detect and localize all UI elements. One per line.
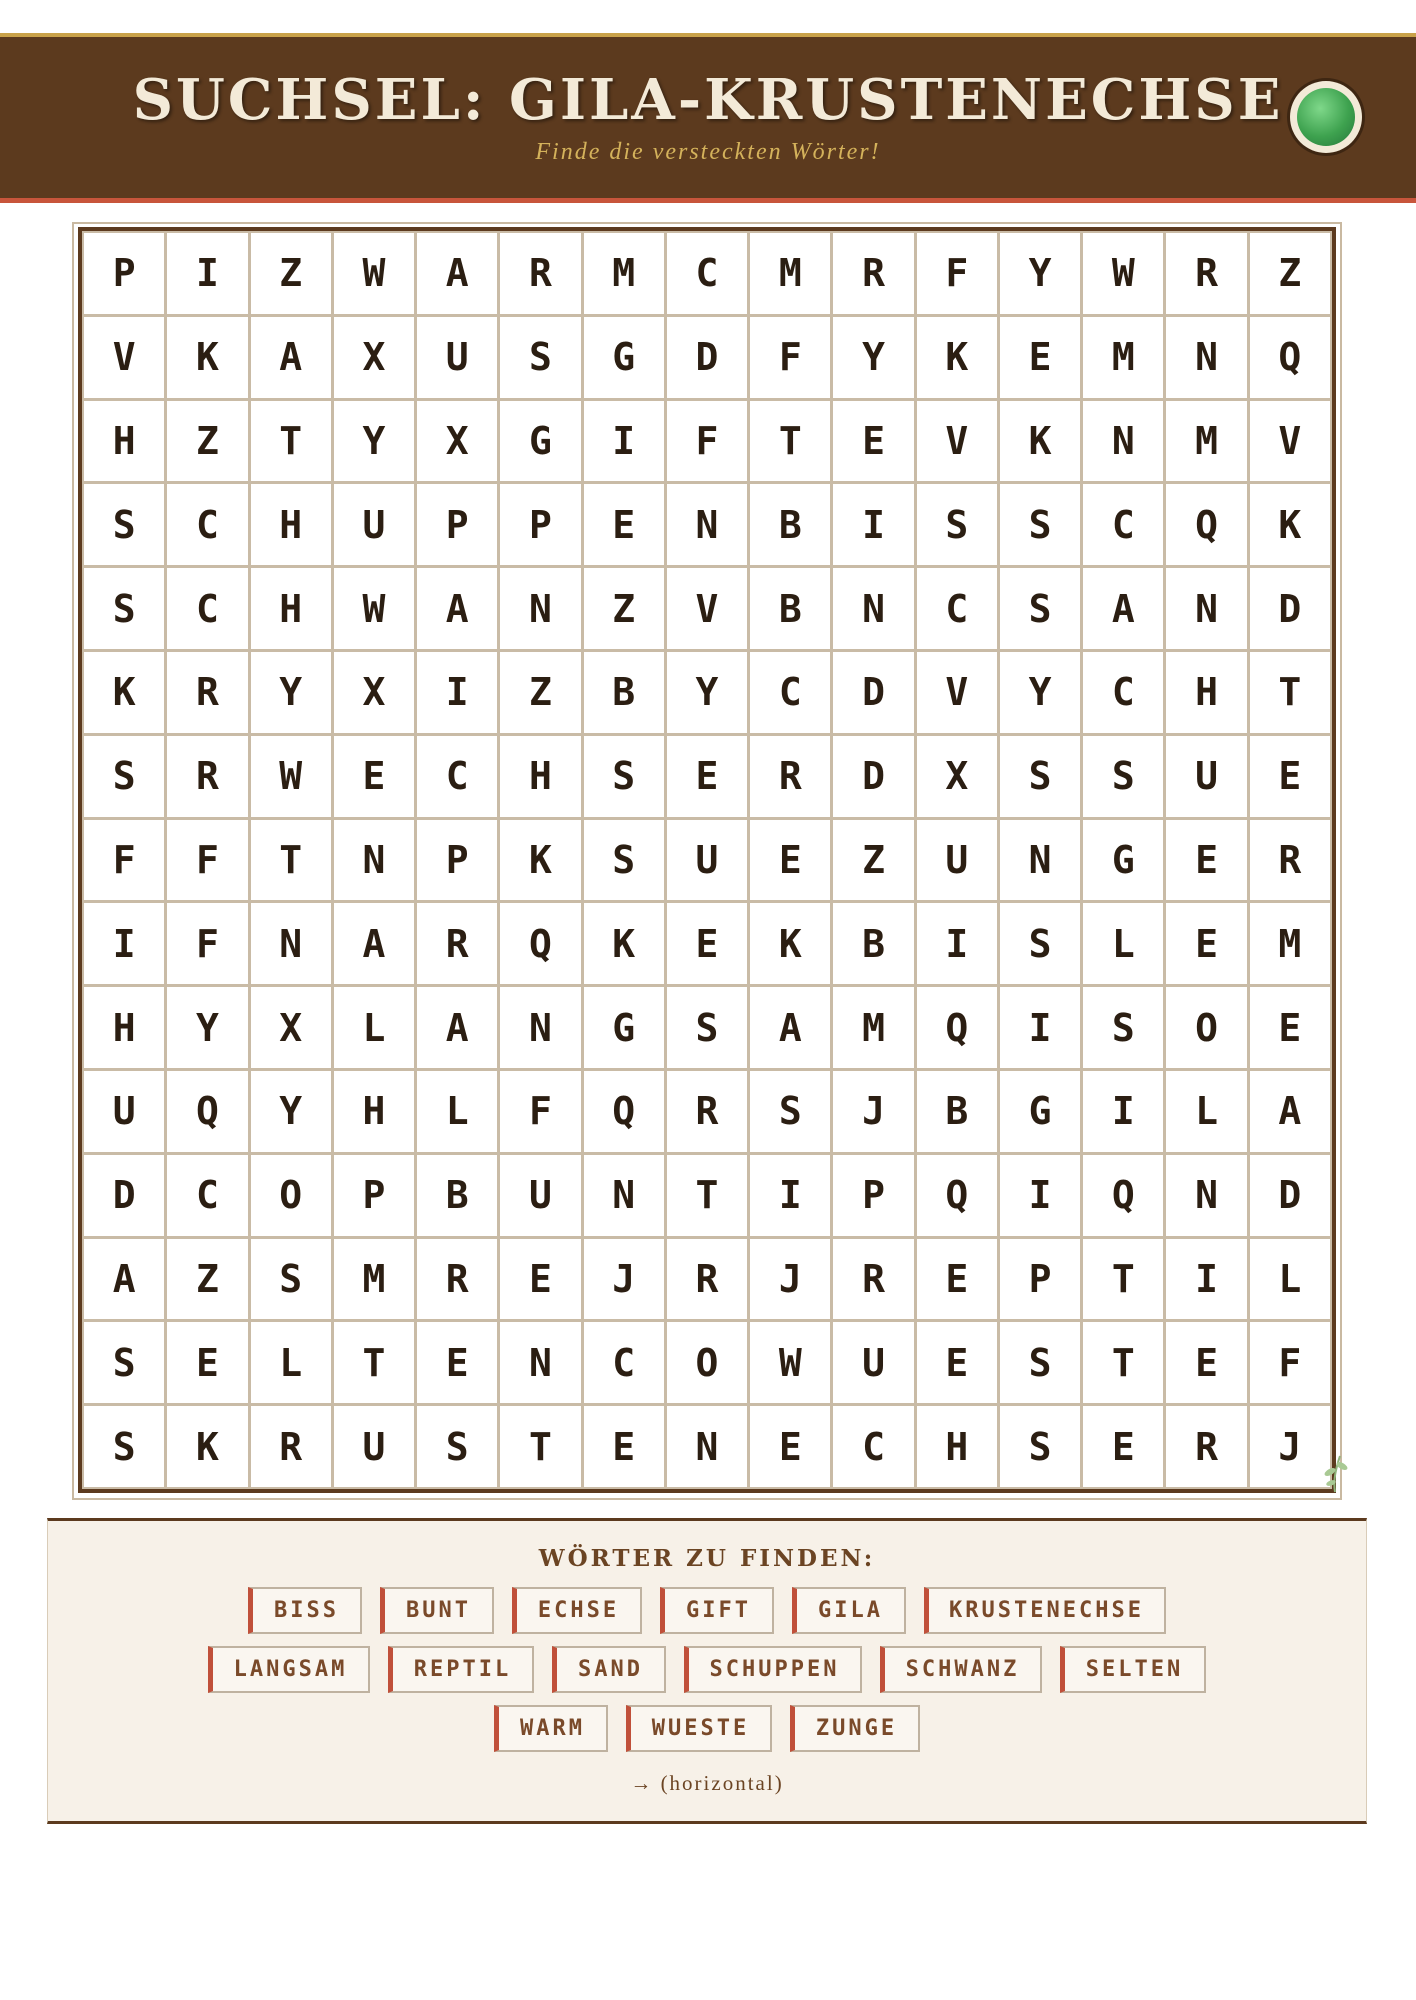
grid-cell[interactable]: K [84,652,164,733]
grid-cell[interactable]: I [167,233,247,314]
grid-cell[interactable]: E [334,736,414,817]
grid-cell[interactable]: O [251,1155,331,1236]
grid-cell[interactable]: Y [833,317,913,398]
grid-cell[interactable]: E [1166,903,1246,984]
grid-cell[interactable]: E [750,820,830,901]
grid-cell[interactable]: S [84,736,164,817]
grid-cell[interactable]: X [917,736,997,817]
grid-cell[interactable]: M [750,233,830,314]
grid-cell[interactable]: S [584,820,664,901]
grid-cell[interactable]: Y [167,987,247,1068]
grid-cell[interactable]: D [1250,568,1330,649]
grid-cell[interactable]: S [917,484,997,565]
grid-cell[interactable]: E [1166,820,1246,901]
grid-cell[interactable]: G [1083,820,1163,901]
grid-cell[interactable]: D [833,652,913,733]
grid-cell[interactable]: L [1166,1071,1246,1152]
grid-cell[interactable]: P [84,233,164,314]
grid-cell[interactable]: M [334,1239,414,1320]
grid-cell[interactable]: V [667,568,747,649]
grid-cell[interactable]: P [500,484,580,565]
grid-cell[interactable]: T [251,401,331,482]
grid-cell[interactable]: Q [1083,1155,1163,1236]
grid-cell[interactable]: M [1250,903,1330,984]
grid-cell[interactable]: E [500,1239,580,1320]
grid-cell[interactable]: L [251,1322,331,1403]
grid-cell[interactable]: Y [251,1071,331,1152]
grid-cell[interactable]: A [750,987,830,1068]
grid-cell[interactable]: Z [584,568,664,649]
grid-cell[interactable]: G [500,401,580,482]
grid-cell[interactable]: I [584,401,664,482]
grid-cell[interactable]: Y [1000,652,1080,733]
grid-cell[interactable]: U [500,1155,580,1236]
grid-cell[interactable]: H [500,736,580,817]
grid-cell[interactable]: S [1000,484,1080,565]
grid-cell[interactable]: R [1166,1406,1246,1487]
grid-cell[interactable]: N [334,820,414,901]
page-title: SUCHSEL: GILA-KRUSTENECHSE [132,67,1284,133]
word-chip: BISS [248,1587,362,1634]
grid-cell[interactable]: W [334,568,414,649]
grid-cell[interactable]: F [167,820,247,901]
grid-cell[interactable]: E [584,1406,664,1487]
grid-cell[interactable]: K [917,317,997,398]
grid-cell[interactable]: R [833,1239,913,1320]
grid-cell[interactable]: R [167,736,247,817]
grid-border [78,227,1336,1493]
grid-cell[interactable]: F [667,401,747,482]
grid-cell[interactable]: Q [167,1071,247,1152]
grid-cell[interactable]: I [1166,1239,1246,1320]
grid-cell[interactable]: N [667,1406,747,1487]
leaf-sprig-icon [1318,1450,1352,1494]
grid-cell[interactable]: N [667,484,747,565]
grid-cell[interactable]: Y [334,401,414,482]
grid-cell[interactable]: Q [584,1071,664,1152]
grid-cell[interactable]: W [251,736,331,817]
grid-cell[interactable]: N [1000,820,1080,901]
word-list-row [48,1705,1366,1752]
grid-cell[interactable]: X [334,652,414,733]
grid-cell[interactable]: G [584,987,664,1068]
grid-cell[interactable]: Z [833,820,913,901]
grid-cell[interactable]: R [167,652,247,733]
word-chip: GILA [792,1587,906,1634]
grid-cell[interactable]: A [1250,1071,1330,1152]
grid-cell[interactable]: D [84,1155,164,1236]
grid-cell[interactable]: B [750,568,830,649]
grid-cell[interactable]: Q [1166,484,1246,565]
grid-cell[interactable]: Z [251,233,331,314]
grid-cell[interactable]: F [917,233,997,314]
grid-cell[interactable]: S [584,736,664,817]
grid-cell[interactable]: W [334,233,414,314]
grid-cell[interactable]: I [750,1155,830,1236]
grid-cell[interactable]: G [584,317,664,398]
grid-cell[interactable]: T [750,401,830,482]
grid-cell[interactable]: N [500,987,580,1068]
grid-cell[interactable]: E [1250,736,1330,817]
page-subtitle: Finde die versteckten Wörter! [535,139,881,165]
grid-cell[interactable]: S [84,484,164,565]
word-chip: WUESTE [626,1705,772,1752]
grid-cell[interactable]: C [750,652,830,733]
grid-cell[interactable]: T [1083,1322,1163,1403]
grid-cell[interactable]: L [1250,1239,1330,1320]
grid-cell[interactable]: A [251,317,331,398]
grid-cell[interactable]: D [1250,1155,1330,1236]
grid-cell[interactable]: C [1083,484,1163,565]
grid-cell[interactable]: L [334,987,414,1068]
grid-cell[interactable]: I [917,903,997,984]
grid-cell[interactable]: U [667,820,747,901]
grid-cell[interactable]: J [1250,1406,1330,1487]
grid-cell[interactable]: Q [917,987,997,1068]
grid-cell[interactable]: R [1250,820,1330,901]
grid-cell[interactable]: P [833,1155,913,1236]
grid-cell[interactable]: V [84,317,164,398]
grid-cell[interactable]: D [833,736,913,817]
word-chip: SELTEN [1060,1646,1206,1693]
grid-cell[interactable]: K [1000,401,1080,482]
grid-cell[interactable]: N [833,568,913,649]
grid-cell[interactable]: U [84,1071,164,1152]
grid-cell[interactable]: H [1166,652,1246,733]
grid-cell[interactable]: P [417,820,497,901]
grid-cell[interactable]: S [1000,568,1080,649]
grid-cell[interactable]: X [334,317,414,398]
grid-cell[interactable]: C [584,1322,664,1403]
grid-cell[interactable]: C [667,233,747,314]
grid-cell[interactable]: I [1000,1155,1080,1236]
grid-cell[interactable]: M [833,987,913,1068]
grid-cell[interactable]: S [667,987,747,1068]
grid-cell[interactable]: A [1083,568,1163,649]
grid-cell[interactable]: A [417,568,497,649]
header-banner [0,33,1416,203]
grid-cell[interactable]: I [417,652,497,733]
grid-cell[interactable]: Z [167,401,247,482]
grid-cell[interactable]: Z [1250,233,1330,314]
grid-cell[interactable]: Z [167,1239,247,1320]
grid-cell[interactable]: E [1083,1406,1163,1487]
grid-cell[interactable]: G [1000,1071,1080,1152]
grid-cell[interactable]: C [167,484,247,565]
grid-cell[interactable]: H [251,484,331,565]
grid-cell[interactable]: H [251,568,331,649]
grid-cell[interactable]: E [667,736,747,817]
grid-cell[interactable]: S [84,1406,164,1487]
grid-cell[interactable]: N [1166,1155,1246,1236]
grid-cell[interactable]: F [167,903,247,984]
grid-cell[interactable]: R [417,903,497,984]
grid-cell[interactable]: F [1250,1322,1330,1403]
grid-cell[interactable]: E [584,484,664,565]
word-chip: SCHWANZ [880,1646,1042,1693]
grid-cell[interactable]: V [917,401,997,482]
grid-cell[interactable]: U [1166,736,1246,817]
grid-cell[interactable]: Y [1000,233,1080,314]
word-list-title: WÖRTER ZU FINDEN: [538,1545,876,1572]
letter-grid [84,233,1330,1487]
grid-cell[interactable]: S [1083,987,1163,1068]
word-list [48,1587,1366,1764]
grid-cell[interactable]: U [833,1322,913,1403]
grid-cell[interactable]: R [417,1239,497,1320]
grid-cell[interactable]: I [1083,1071,1163,1152]
grid-cell[interactable]: T [1250,652,1330,733]
grid-cell[interactable]: P [1000,1239,1080,1320]
word-chip: LANGSAM [208,1646,370,1693]
grid-cell[interactable]: A [334,903,414,984]
grid-cell[interactable]: K [750,903,830,984]
grid-cell[interactable]: N [1083,401,1163,482]
grid-cell[interactable]: P [417,484,497,565]
grid-cell[interactable]: K [1250,484,1330,565]
direction-hint: → (horizontal) [630,1771,784,1795]
word-list-row [48,1587,1366,1634]
grid-cell[interactable]: S [1000,1322,1080,1403]
grid-cell[interactable]: O [667,1322,747,1403]
word-chip: ZUNGE [790,1705,920,1752]
grid-cell[interactable]: Z [500,652,580,733]
grid-cell[interactable]: V [1250,401,1330,482]
grid-cell[interactable]: T [251,820,331,901]
word-chip: SAND [552,1646,666,1693]
grid-cell[interactable]: E [667,903,747,984]
grid-cell[interactable]: R [251,1406,331,1487]
grid-cell[interactable]: X [417,401,497,482]
grid-cell[interactable]: Y [251,652,331,733]
grid-cell[interactable]: A [84,1239,164,1320]
grid-cell[interactable]: H [334,1071,414,1152]
grid-cell[interactable]: K [167,317,247,398]
grid-cell[interactable]: U [917,820,997,901]
word-chip: SCHUPPEN [684,1646,862,1693]
grid-cell[interactable]: K [500,820,580,901]
grid-cell[interactable]: Q [500,903,580,984]
grid-cell[interactable]: J [833,1071,913,1152]
grid-cell[interactable]: S [1000,903,1080,984]
grid-cell[interactable]: E [750,1406,830,1487]
grid-cell[interactable]: R [833,233,913,314]
grid-cell[interactable]: C [417,736,497,817]
grid-cell[interactable]: S [1000,1406,1080,1487]
grid-cell[interactable]: J [750,1239,830,1320]
grid-cell[interactable]: M [1083,317,1163,398]
word-chip: BUNT [380,1587,494,1634]
grid-cell[interactable]: N [584,1155,664,1236]
grid-cell[interactable]: I [84,903,164,984]
grid-cell[interactable]: B [750,484,830,565]
grid-cell[interactable]: X [251,987,331,1068]
grid-cell[interactable]: U [334,484,414,565]
grid-cell[interactable]: B [917,1071,997,1152]
grid-cell[interactable]: S [84,1322,164,1403]
grid-cell[interactable]: E [1000,317,1080,398]
grid-cell[interactable]: N [251,903,331,984]
grid-cell[interactable]: N [500,568,580,649]
grid-cell[interactable]: T [500,1406,580,1487]
grid-cell[interactable]: A [417,987,497,1068]
word-chip: GIFT [660,1587,774,1634]
grid-cell[interactable]: R [667,1071,747,1152]
green-gem-icon [1290,81,1362,153]
grid-cell[interactable]: B [584,652,664,733]
word-list-panel [47,1518,1367,1824]
grid-cell[interactable]: H [84,987,164,1068]
grid-cell[interactable]: C [167,568,247,649]
grid-cell[interactable]: I [1000,987,1080,1068]
grid-cell[interactable]: Q [917,1155,997,1236]
grid-cell[interactable]: P [334,1155,414,1236]
grid-cell[interactable]: B [417,1155,497,1236]
grid-cell[interactable]: O [1166,987,1246,1068]
grid-cell[interactable]: F [84,820,164,901]
grid-cell[interactable]: U [417,317,497,398]
word-chip: WARM [494,1705,608,1752]
grid-cell[interactable]: S [251,1239,331,1320]
grid-cell[interactable]: F [750,317,830,398]
grid-cell[interactable]: K [167,1406,247,1487]
grid-cell[interactable]: S [750,1071,830,1152]
grid-cell[interactable]: M [1166,401,1246,482]
grid-cell[interactable]: R [500,233,580,314]
grid-cell[interactable]: W [750,1322,830,1403]
grid-cell[interactable]: S [500,317,580,398]
grid-cell[interactable]: C [833,1406,913,1487]
grid-cell[interactable]: C [167,1155,247,1236]
word-chip: REPTIL [388,1646,534,1693]
grid-cell[interactable]: S [1083,736,1163,817]
grid-cell[interactable]: H [917,1406,997,1487]
word-list-row [48,1646,1366,1693]
grid-cell[interactable]: E [1250,987,1330,1068]
grid-cell[interactable]: E [1166,1322,1246,1403]
grid-cell[interactable]: N [1166,317,1246,398]
grid-cell[interactable]: E [833,401,913,482]
grid-cell[interactable]: N [500,1322,580,1403]
grid-cell[interactable]: E [167,1322,247,1403]
grid-cell[interactable]: B [833,903,913,984]
grid-cell[interactable]: Y [667,652,747,733]
grid-cell[interactable]: R [667,1239,747,1320]
grid-cell[interactable]: C [1083,652,1163,733]
grid-cell[interactable]: E [417,1322,497,1403]
grid-cell[interactable]: L [1083,903,1163,984]
grid-cell[interactable]: K [584,903,664,984]
grid-cell[interactable]: N [1166,568,1246,649]
grid-cell[interactable]: T [1083,1239,1163,1320]
word-chip: KRUSTENECHSE [924,1587,1166,1634]
grid-cell[interactable]: U [334,1406,414,1487]
grid-cell[interactable]: V [917,652,997,733]
word-chip: ECHSE [512,1587,642,1634]
grid-cell[interactable]: L [417,1071,497,1152]
grid-cell[interactable]: S [84,568,164,649]
grid-cell[interactable]: R [1166,233,1246,314]
grid-cell[interactable]: S [1000,736,1080,817]
grid-cell[interactable]: I [833,484,913,565]
grid-cell[interactable]: Q [1250,317,1330,398]
grid-cell[interactable]: J [584,1239,664,1320]
grid-cell[interactable]: E [917,1322,997,1403]
grid-cell[interactable]: S [417,1406,497,1487]
grid-cell[interactable]: H [84,401,164,482]
grid-cell[interactable]: R [750,736,830,817]
grid-cell[interactable]: M [584,233,664,314]
grid-cell[interactable]: T [334,1322,414,1403]
grid-cell[interactable]: A [417,233,497,314]
grid-cell[interactable]: D [667,317,747,398]
grid-cell[interactable]: W [1083,233,1163,314]
grid-cell[interactable]: F [500,1071,580,1152]
grid-cell[interactable]: T [667,1155,747,1236]
grid-cell[interactable]: C [917,568,997,649]
grid-cell[interactable]: E [917,1239,997,1320]
